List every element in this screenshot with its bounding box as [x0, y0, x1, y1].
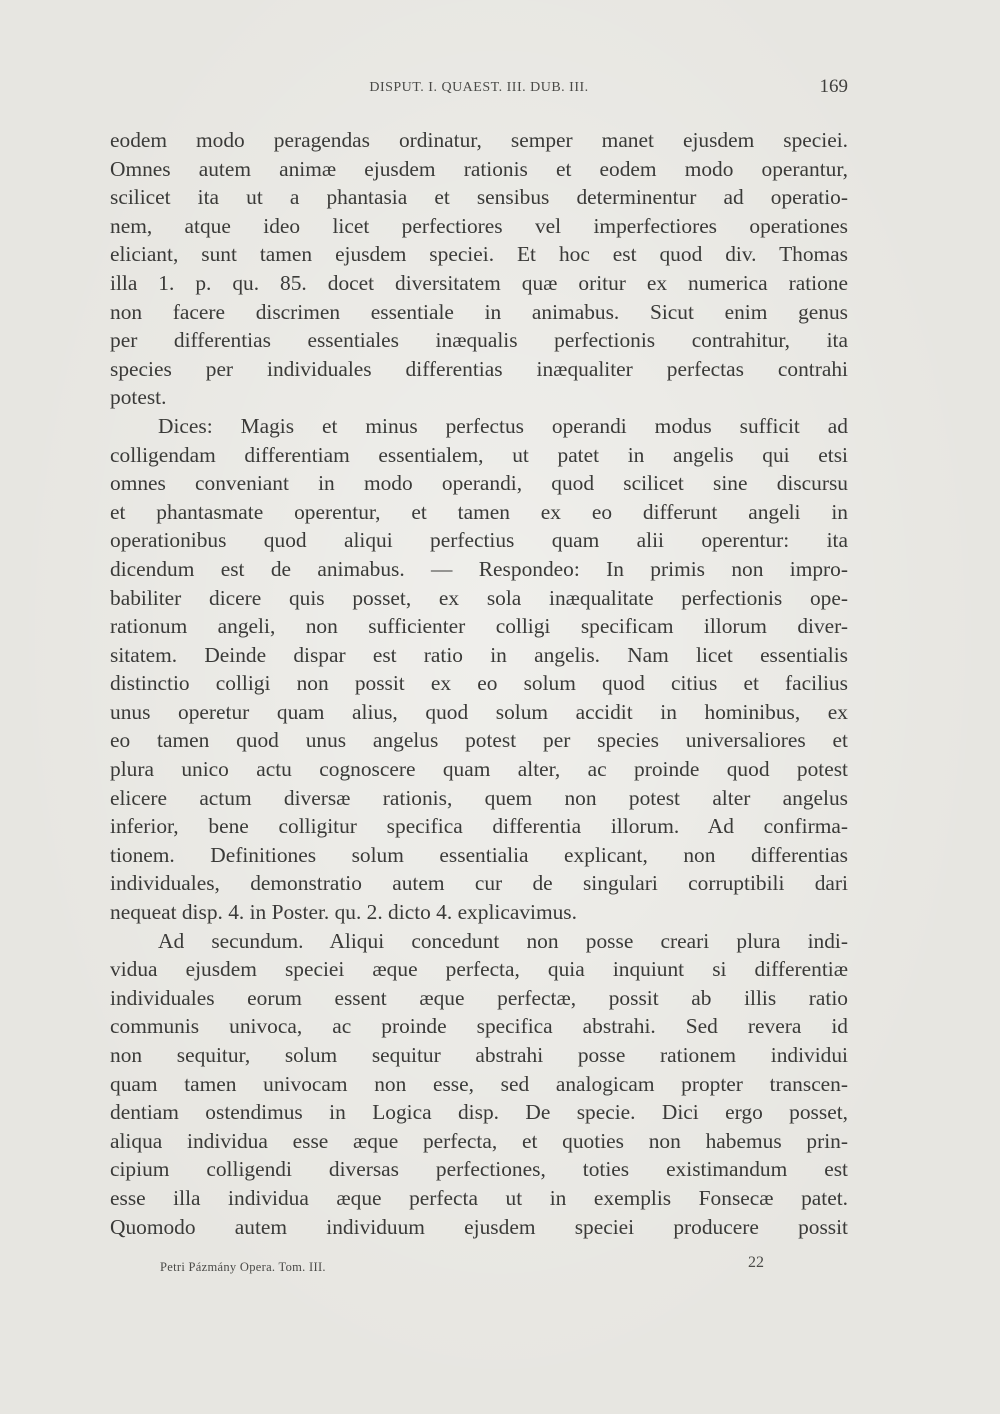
- text-line: omnes conveniant in modo operandi, quod scilicet sine discursu: [110, 471, 848, 496]
- footer-title: Petri Pázmány Opera. Tom. III.: [160, 1260, 326, 1274]
- text-line: individuales, demonstratio autem cur de singulari corruptibili dari: [110, 871, 848, 896]
- signature-mark: 22: [748, 1254, 764, 1271]
- text-line: illa 1. p. qu. 85. docet diversitatem quæ oritur ex numerica ratione: [110, 270, 848, 295]
- running-title: DISPUT. I. QUAEST. III. DUB. III.: [369, 80, 589, 95]
- text-line: Dices: Magis et minus perfectus operandi modus sufficit ad: [158, 413, 848, 438]
- page-footer: [110, 1254, 848, 1280]
- text-line: Quomodo autem individuum ejusdem speciei producere possit: [110, 1214, 848, 1239]
- page-number: 169: [819, 76, 848, 97]
- text-line: aliqua individua esse æque perfecta, et quoties non habemus prin-: [110, 1128, 848, 1153]
- text-line: babiliter dicere quis posset, ex sola inæqualitate perfectionis ope-: [110, 585, 848, 610]
- text-line: plura unico actu cognoscere quam alter, ac proinde quod potest: [110, 757, 848, 782]
- text-line: tionem. Definitiones solum essentialia explicant, non differentias: [110, 842, 848, 867]
- text-line: rationum angeli, non sufficienter colligi specificam illorum diver-: [110, 614, 848, 639]
- text-line: quam tamen univocam non esse, sed analogicam propter transcen-: [110, 1071, 848, 1096]
- text-line: inferior, bene colligitur specifica differentia illorum. Ad confirma-: [110, 814, 848, 839]
- text-line: operationibus quod aliqui perfectius quam alii operentur: ita: [110, 528, 848, 553]
- text-line: dicendum est de animabus. — Respondeo: In primis non impro-: [110, 556, 848, 581]
- text-line: species per individuales differentias inæqualiter perfectas contrahi: [110, 356, 848, 381]
- text-line: nequeat disp. 4. in Poster. qu. 2. dicto 4. explicavimus.: [110, 900, 577, 925]
- text-line: sitatem. Deinde dispar est ratio in angelis. Nam licet essentialis: [110, 642, 848, 667]
- text-line: et phantasmate operentur, et tamen ex eo differunt angeli in: [110, 499, 848, 524]
- text-line: potest.: [110, 385, 167, 410]
- text-line: scilicet ita ut a phantasia et sensibus determinentur ad operatio-: [110, 185, 848, 210]
- text-line: eodem modo peragendas ordinatur, semper manet ejusdem speciei.: [110, 128, 848, 152]
- running-head: [110, 76, 848, 102]
- text-line: per differentias essentiales inæqualis perfectionis contrahitur, ita: [110, 328, 848, 353]
- text-line: Omnes autem animæ ejusdem rationis et eodem modo operantur,: [110, 156, 848, 181]
- text-line: distinctio colligi non possit ex eo solum quod citius et facilius: [110, 671, 848, 696]
- text-line: colligendam differentiam essentialem, ut patet in angelis qui etsi: [110, 442, 848, 467]
- text-line: eliciant, sunt tamen ejusdem speciei. Et hoc est quod div. Thomas: [110, 242, 848, 267]
- text-line: esse illa individua æque perfecta ut in exemplis Fonsecæ patet.: [110, 1185, 848, 1210]
- text-line: non facere discrimen essentiale in animabus. Sicut enim genus: [110, 299, 848, 324]
- text-line: cipium colligendi diversas perfectiones, toties existimandum est: [110, 1157, 848, 1182]
- text-line: eo tamen quod unus angelus potest per species universaliores et: [110, 728, 848, 753]
- text-line: nem, atque ideo licet perfectiores vel imperfectiores operationes: [110, 213, 848, 238]
- text-line: unus operetur quam alius, quod solum accidit in hominibus, ex: [110, 699, 848, 724]
- text-line: non sequitur, solum sequitur abstrahi posse rationem individui: [110, 1043, 848, 1067]
- text-line: dentiam ostendimus in Logica disp. De specie. Dici ergo posset,: [110, 1100, 848, 1125]
- text-line: Ad secundum. Aliqui concedunt non posse creari plura indi-: [158, 928, 848, 953]
- text-line: elicere actum diversæ rationis, quem non potest alter angelus: [110, 785, 848, 810]
- text-line: individuales eorum essent æque perfectæ, possit ab illis ratio: [110, 985, 848, 1010]
- text-line: vidua ejusdem speciei æque perfecta, quia inquiunt si differentiæ: [110, 957, 848, 982]
- text-line: communis univoca, ac proinde specifica abstrahi. Sed revera id: [110, 1014, 848, 1039]
- body-text: [110, 126, 848, 1241]
